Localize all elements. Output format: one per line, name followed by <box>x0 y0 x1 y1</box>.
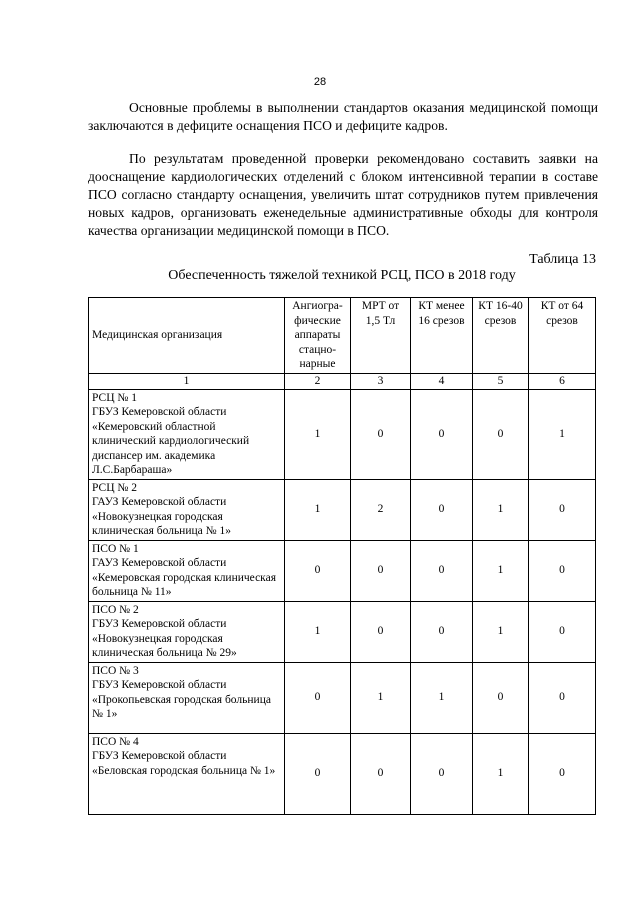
value-cell: 1 <box>285 601 351 662</box>
organization-cell <box>89 601 285 662</box>
equipment-table <box>88 297 596 815</box>
column-number: 1 <box>89 373 285 389</box>
value-cell: 0 <box>473 662 529 733</box>
column-number: 2 <box>285 373 351 389</box>
column-number: 5 <box>473 373 529 389</box>
value-cell: 1 <box>529 389 596 479</box>
header-mri: МРТ от 1,5 Тл <box>351 298 411 374</box>
column-number: 3 <box>351 373 411 389</box>
organization-line: ПСО № 2 <box>92 603 139 616</box>
value-cell: 0 <box>351 733 411 814</box>
organization-line: ГБУЗ Кемеровской области <box>92 679 227 691</box>
value-cell: 0 <box>411 733 473 814</box>
organization-line: «Кемеровский областной клинический кардиологический диспансер им. академика Л.С.Барбараша» <box>92 420 250 476</box>
value-cell: 1 <box>285 389 351 479</box>
column-number-row <box>89 373 596 389</box>
organization-line: ПСО № 3 <box>92 664 139 677</box>
organization-line: РСЦ № 1 <box>92 391 137 404</box>
organization-line: ГБУЗ Кемеровской области <box>92 406 227 418</box>
organization-line: ПСО № 1 <box>92 542 139 555</box>
header-angiography: Ангиогра-фические аппараты стацно-нарные <box>285 298 351 374</box>
header-ct-16-40: КТ 16-40 срезов <box>473 298 529 374</box>
value-cell: 0 <box>411 540 473 601</box>
paragraph-2: По результатам проведенной проверки рекомендовано составить заявки на дооснащение кардиологических отделений с блоком интенсивной терапии в составе ПСО согласно стандарту оснащения, увеличить штат сотрудников путем привлечения новых кадров, организовать еженедельные административные обходы для контроля качества организации медицинской помощи в ПСО. <box>88 151 598 238</box>
table-row <box>89 540 596 601</box>
table-row <box>89 389 596 479</box>
value-cell: 0 <box>473 389 529 479</box>
header-organization: Медицинская организация <box>89 298 285 374</box>
value-cell: 0 <box>529 479 596 540</box>
value-cell: 1 <box>411 662 473 733</box>
value-cell: 0 <box>351 540 411 601</box>
paragraph-1: Основные проблемы в выполнении стандартов оказания медицинской помощи заключаются в дефиците оснащения ПСО и дефиците кадров. <box>88 100 598 133</box>
organization-cell <box>89 662 285 733</box>
value-cell: 1 <box>351 662 411 733</box>
value-cell: 0 <box>285 733 351 814</box>
value-cell: 0 <box>529 733 596 814</box>
organization-line: РСЦ № 2 <box>92 481 137 494</box>
table-label: Таблица 13 <box>529 252 596 267</box>
value-cell: 0 <box>529 601 596 662</box>
value-cell: 1 <box>473 733 529 814</box>
organization-line: «Прокопьевская городская больница № 1» <box>92 693 271 720</box>
organization-cell <box>89 733 285 814</box>
value-cell: 0 <box>351 601 411 662</box>
table-row <box>89 662 596 733</box>
organization-line: «Новокузнецкая городская клиническая больница № 1» <box>92 510 231 537</box>
organization-line: ГБУЗ Кемеровской области <box>92 750 227 762</box>
organization-line: ГБУЗ Кемеровской области <box>92 618 227 630</box>
header-ct-under-16: КТ менее 16 срезов <box>411 298 473 374</box>
table-row <box>89 733 596 814</box>
value-cell: 0 <box>529 540 596 601</box>
table-title: Обеспеченность тяжелой техникой РСЦ, ПСО в 2018 году <box>168 268 516 283</box>
value-cell: 0 <box>285 540 351 601</box>
organization-line: «Новокузнецкая городская клиническая больница № 29» <box>92 632 237 659</box>
page-number: 28 <box>313 76 327 88</box>
organization-cell <box>89 540 285 601</box>
value-cell: 0 <box>411 479 473 540</box>
organization-line: ПСО № 4 <box>92 735 139 748</box>
value-cell: 0 <box>351 389 411 479</box>
header-ct-64-plus: КТ от 64 срезов <box>529 298 596 374</box>
organization-cell <box>89 479 285 540</box>
value-cell: 1 <box>473 540 529 601</box>
table-row <box>89 479 596 540</box>
value-cell: 1 <box>473 601 529 662</box>
value-cell: 1 <box>473 479 529 540</box>
organization-line: ГАУЗ Кемеровской области <box>92 557 227 569</box>
table-row <box>89 601 596 662</box>
column-number: 6 <box>529 373 596 389</box>
organization-line: ГАУЗ Кемеровской области <box>92 496 227 508</box>
column-number: 4 <box>411 373 473 389</box>
value-cell: 0 <box>529 662 596 733</box>
organization-line: «Беловская городская больница № 1» <box>92 764 276 777</box>
value-cell: 2 <box>351 479 411 540</box>
organization-cell <box>89 389 285 479</box>
value-cell: 0 <box>411 389 473 479</box>
value-cell: 1 <box>285 479 351 540</box>
value-cell: 0 <box>285 662 351 733</box>
value-cell: 0 <box>411 601 473 662</box>
organization-line: «Кемеровская городская клиническая больница № 11» <box>92 571 276 598</box>
